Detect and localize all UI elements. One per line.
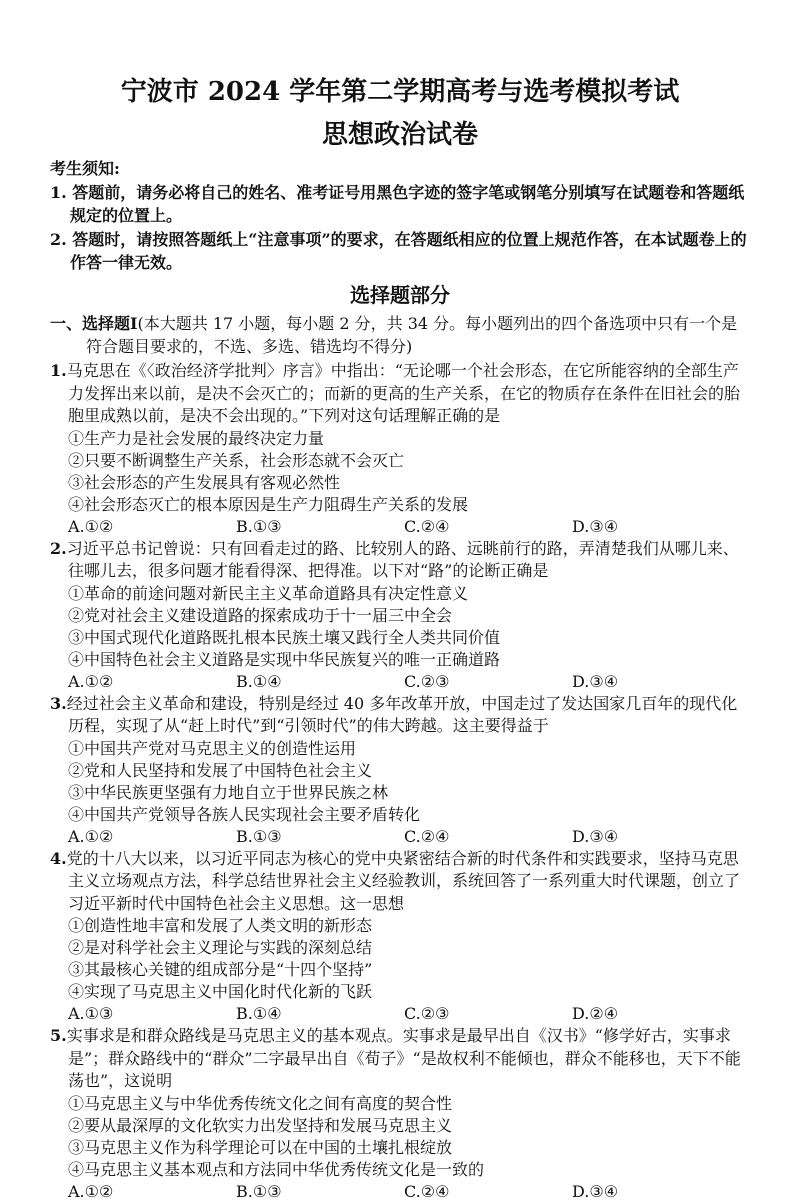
statement-option: ②要从最深厚的文化软实力出发坚持和发展马克思主义: [68, 1115, 453, 1135]
notice-item: 1. 答题前，请务必将自己的姓名、准考证号用黑色字迹的签字笔或钢笔分别填写在试题卷和答题纸规定的位置上。: [50, 183, 745, 225]
part-label: 一、选择题Ⅰ: [50, 314, 138, 333]
answer-choices: [50, 671, 750, 693]
question-number: 2.: [50, 538, 67, 558]
statement-option: ③其最核心关键的组成部分是“十四个坚持”: [68, 960, 373, 979]
choice-d: D.③④: [572, 671, 619, 691]
choice-a: A.①②: [68, 1181, 114, 1201]
question: [50, 1025, 750, 1203]
choice-d: D.③④: [572, 826, 619, 846]
question-stem: [50, 848, 750, 916]
answer-choices: [50, 516, 750, 538]
statement-option: ③中国式现代化道路既扎根本民族土壤又践行全人类共同价值: [68, 627, 501, 647]
question-text: 实事求是和群众路线是马克思主义的基本观点。实事求是最早出自《汉书》“修学好古，实事求是”；群众路线中的“群众”二字最早出自《荀子》“是故权利不能倾也，群众不能移也，天下不能荡也”，这说明: [66, 1026, 741, 1090]
choice-b: B.①③: [236, 1181, 282, 1201]
statement-option: ①马克思主义与中华优秀传统文化之间有高度的契合性: [68, 1093, 453, 1113]
question: [50, 693, 750, 848]
question: [50, 360, 750, 538]
notice-block: [50, 158, 750, 274]
choice-d: D.③④: [572, 516, 619, 536]
question-stem: [50, 360, 750, 428]
statement-option: ③马克思主义作为科学理论可以在中国的土壤扎根绽放: [68, 1137, 453, 1157]
question-stem: [50, 693, 750, 738]
choice-c: C.②④: [404, 826, 450, 846]
question-number: 5.: [50, 1026, 67, 1045]
choice-c: C.②④: [404, 1181, 450, 1201]
choice-a: A.①③: [68, 1004, 114, 1023]
notice-heading: 考生须知:: [50, 159, 120, 178]
statement-option: ③中华民族更坚强有力地自立于世界民族之林: [68, 782, 389, 802]
question: [50, 538, 750, 693]
part-description: (本大题共 17 小题，每小题 2 分，共 34 分。每小题列出的四个备选项中只有一个是符合题目要求的，不选、多选、错选均不得分): [86, 314, 738, 356]
exam-subtitle: 思想政治试卷: [321, 120, 478, 150]
notice-item: 2. 答题时，请按照答题纸上“注意事项”的要求，在答题纸相应的位置上规范作答，在本试题卷上的作答一律无效。: [50, 230, 747, 272]
answer-choices: [50, 1003, 750, 1025]
statement-option: ④实现了马克思主义中国化时代化新的飞跃: [68, 982, 373, 1001]
statement-option: ④社会形态灭亡的根本原因是生产力阻碍生产关系的发展: [68, 494, 469, 514]
question-number: 1.: [50, 361, 67, 380]
statement-option: ①革命的前途问题对新民主主义革命道路具有决定性意义: [68, 583, 469, 603]
question-number: 4.: [50, 848, 67, 868]
choice-b: B.①③: [236, 826, 282, 846]
statement-option: ④中国共产党领导各族人民实现社会主要矛盾转化: [68, 804, 421, 824]
question-text: 党的十八大以来，以习近平同志为核心的党中央紧密结合新的时代条件和实践要求，坚持马克思主义立场观点方法，科学总结世界社会主义经验教训，系统回答了一系列重大时代课题，创立了习近平新时代中国特色社会主义思想。这一思想: [66, 848, 741, 913]
choice-b: B.①④: [236, 671, 282, 691]
question-stem: [50, 538, 750, 583]
section-title: 选择题部分: [350, 283, 450, 307]
statement-option: ③社会形态的产生发展具有客观必然性: [68, 472, 341, 492]
question-number: 3.: [50, 693, 67, 713]
statement-option: ②只要不断调整生产关系，社会形态就不会灭亡: [68, 450, 405, 470]
statement-option: ①生产力是社会发展的最终决定力量: [68, 428, 325, 448]
question-stem: [50, 1025, 750, 1093]
choice-a: A.①②: [68, 826, 114, 846]
exam-title: 宁波市 2024 学年第二学期高考与选考模拟考试: [120, 77, 680, 107]
choice-a: A.①②: [68, 516, 114, 536]
question-text: 马克思在《〈政治经济学批判〉序言》中指出：“无论哪一个社会形态，在它所能容纳的全部生产力发挥出来以前，是决不会灭亡的；而新的更高的生产关系，在它的物质存在条件在旧社会的胎胞里成熟以前，是决不会出现的。”下列对这句话理解正确的是: [66, 361, 741, 425]
statement-option: ②是对科学社会主义理论与实践的深刻总结: [68, 938, 373, 957]
part-heading: [50, 312, 750, 358]
answer-choices: [50, 826, 750, 848]
question-text: 习近平总书记曾说：只有回看走过的路、比较别人的路、远眺前行的路，弄清楚我们从哪儿来、往哪儿去，很多问题才能看得深、把得准。以下对“路”的论断正确是: [66, 538, 739, 580]
statement-option: ②党对社会主义建设道路的探索成功于十一届三中全会: [68, 605, 453, 625]
choice-d: D.②④: [572, 1004, 619, 1023]
choice-d: D.③④: [572, 1181, 619, 1201]
answer-choices: [50, 1181, 750, 1203]
choice-b: B.①③: [236, 516, 282, 536]
choice-a: A.①②: [68, 671, 114, 691]
choice-c: C.②③: [404, 671, 450, 691]
statement-option: ②党和人民坚持和发展了中国特色社会主义: [68, 760, 373, 780]
choice-c: C.②④: [404, 516, 450, 536]
question-text: 经过社会主义革命和建设，特别是经过 40 多年改革开放，中国走过了发达国家几百年的现代化历程，实现了从“赶上时代”到“引领时代”的伟大跨越。这主要得益于: [66, 693, 738, 735]
question: [50, 848, 750, 1026]
statement-option: ①中国共产党对马克思主义的创造性运用: [68, 738, 357, 758]
statement-option: ④马克思主义基本观点和方法同中华优秀传统文化是一致的: [68, 1159, 485, 1179]
statement-option: ①创造性地丰富和发展了人类文明的新形态: [68, 916, 373, 935]
statement-option: ④中国特色社会主义道路是实现中华民族复兴的唯一正确道路: [68, 649, 501, 669]
choice-b: B.①④: [236, 1004, 282, 1023]
choice-c: C.②③: [404, 1004, 450, 1023]
